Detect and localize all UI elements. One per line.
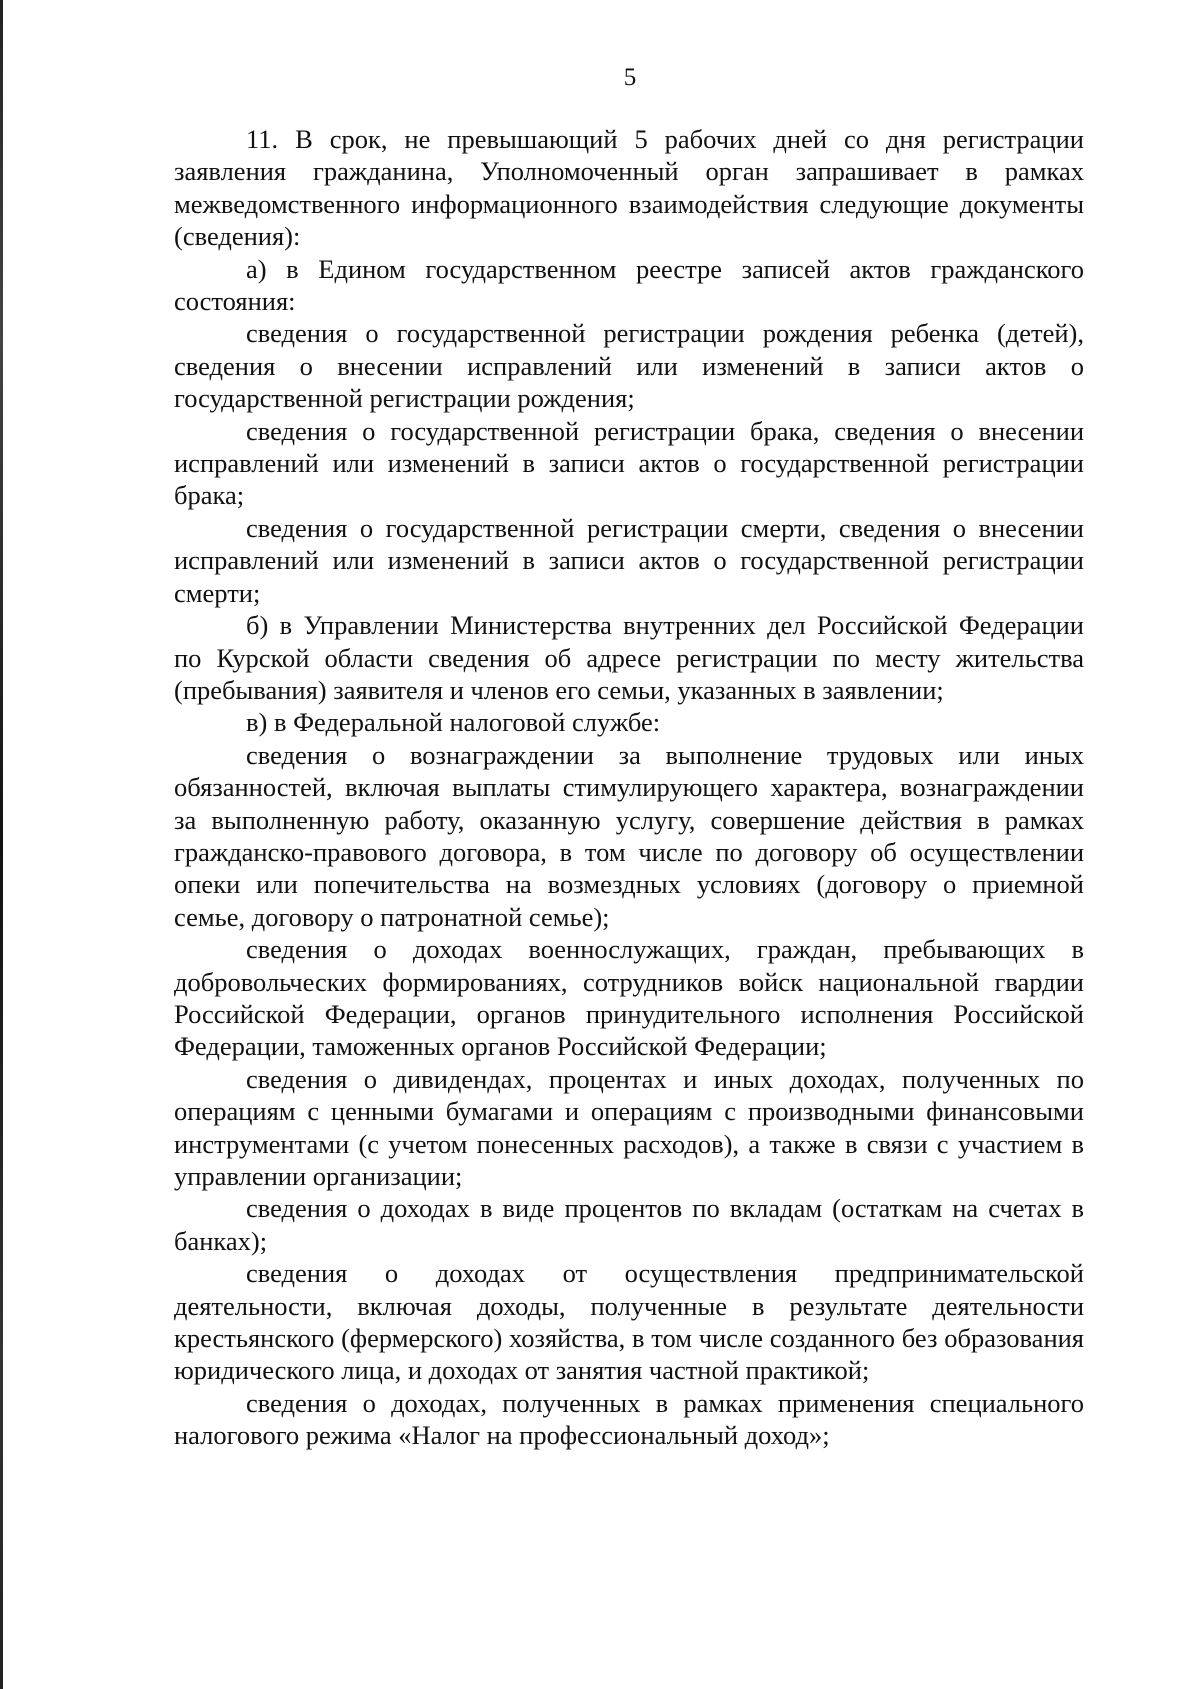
- paragraph: сведения о доходах, полученных в рамках применения специального налогового режима «Налог на профессиональный доход»;: [174, 1387, 1084, 1451]
- paragraph: в) в Федеральной налоговой службе:: [246, 707, 661, 738]
- paragraph: сведения о доходах от осуществления предпринимательской деятельности, включая доходы, полученные в результате деятельности крестьянского (фермерского) хозяйства, в том числе созданного без образования юридического лица, и доходах от занятия частной практикой;: [174, 1258, 1084, 1386]
- page-number: 5: [623, 64, 637, 91]
- paragraph: а) в Едином государственном реестре записей актов гражданского состояния:: [174, 253, 1084, 317]
- paragraph: сведения о вознаграждении за выполнение трудовых или иных обязанностей, включая выплаты стимулирующего характера, вознаграждении за выполненную работу, оказанную услугу, совершение действия в рамках гражданско-правового договора, в том числе по договору об осуществлении опеки или попечительства на возмездных условиях (договору о приемной семье, договору о патронатной семье);: [174, 739, 1084, 932]
- paragraph: сведения о доходах военнослужащих, граждан, пребывающих в добровольческих формированиях, сотрудников войск национальной гвардии Российской Федерации, органов принудительного исполнения Российской Федерации, таможенных органов Российской Федерации;: [174, 934, 1084, 1062]
- paragraph: сведения о доходах в виде процентов по вкладам (остаткам на счетах в банках);: [174, 1193, 1084, 1256]
- document-body: [174, 123, 1084, 1452]
- paragraph: 11. В срок, не превышающий 5 рабочих дней со дня регистрации заявления гражданина, Уполномоченный орган запрашивает в рамках межведомственного информационного взаимодействия следующие документы (сведения):: [174, 124, 1084, 252]
- paragraph: сведения о государственной регистрации рождения ребенка (детей), сведения о внесении исправлений или изменений в записи актов о государственной регистрации рождения;: [174, 318, 1084, 414]
- paragraph: сведения о государственной регистрации брака, сведения о внесении исправлений или изменений в записи актов о государственной регистрации брака;: [174, 415, 1084, 511]
- paragraph: сведения о дивидендах, процентах и иных доходах, полученных по операциям с ценными бумагами и операциям с производными финансовыми инструментами (с учетом понесенных расходов), а также в связи с участием в управлении организации;: [174, 1063, 1084, 1191]
- paragraph: б) в Управлении Министерства внутренних дел Российской Федерации по Курской области сведения об адресе регистрации по месту жительства (пребывания) заявителя и членов его семьи, указанных в заявлении;: [174, 610, 1084, 705]
- paragraph: сведения о государственной регистрации смерти, сведения о внесении исправлений или изменений в записи актов о государственной регистрации смерти;: [174, 512, 1084, 608]
- scan-edge: [0, 0, 3, 1689]
